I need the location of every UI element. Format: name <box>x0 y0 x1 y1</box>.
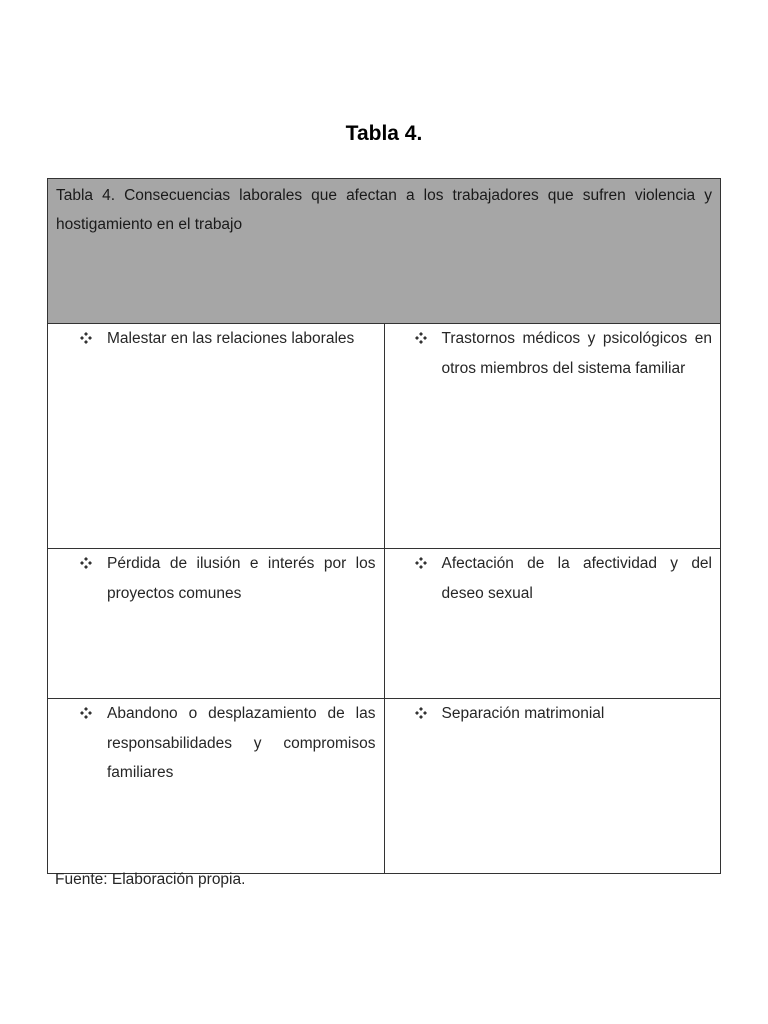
four-diamond-bullet-icon <box>80 332 92 344</box>
four-diamond-bullet-icon <box>415 332 427 344</box>
list-item <box>48 699 384 788</box>
table-row <box>48 324 721 549</box>
four-diamond-bullet-icon <box>80 557 92 569</box>
list-item <box>48 549 384 608</box>
table-cell-right <box>384 324 721 549</box>
list-item-text: Afectación de la afectividad y del deseo sexual <box>441 555 712 602</box>
page-title: Tabla 4. <box>345 122 423 145</box>
table-cell-right <box>384 549 721 699</box>
table-header-cell: Tabla 4. Consecuencias laborales que afectan a los trabajadores que sufren violencia y hostigamiento en el trabajo <box>48 179 721 324</box>
list-item-text: Trastornos médicos y psicológicos en otros miembros del sistema familiar <box>441 330 712 377</box>
list-item <box>48 324 384 354</box>
consequences-table <box>47 178 721 874</box>
table-row <box>48 549 721 699</box>
list-item <box>385 699 721 729</box>
table-cell-left <box>48 324 385 549</box>
list-item <box>385 549 721 608</box>
list-item <box>385 324 721 383</box>
four-diamond-bullet-icon <box>415 707 427 719</box>
four-diamond-bullet-icon <box>80 707 92 719</box>
list-item-text: Abandono o desplazamiento de las responsabilidades y compromisos familiares <box>107 705 376 781</box>
source-note: Fuente: Elaboración propia. <box>55 871 246 888</box>
table-cell-right <box>384 699 721 874</box>
list-item-text: Pérdida de ilusión e interés por los proyectos comunes <box>107 555 376 602</box>
table-cell-left <box>48 699 385 874</box>
table-header-row <box>48 179 721 324</box>
table-cell-left <box>48 549 385 699</box>
four-diamond-bullet-icon <box>415 557 427 569</box>
table-row <box>48 699 721 874</box>
list-item-text: Malestar en las relaciones laborales <box>107 330 355 347</box>
list-item-text: Separación matrimonial <box>441 705 605 722</box>
